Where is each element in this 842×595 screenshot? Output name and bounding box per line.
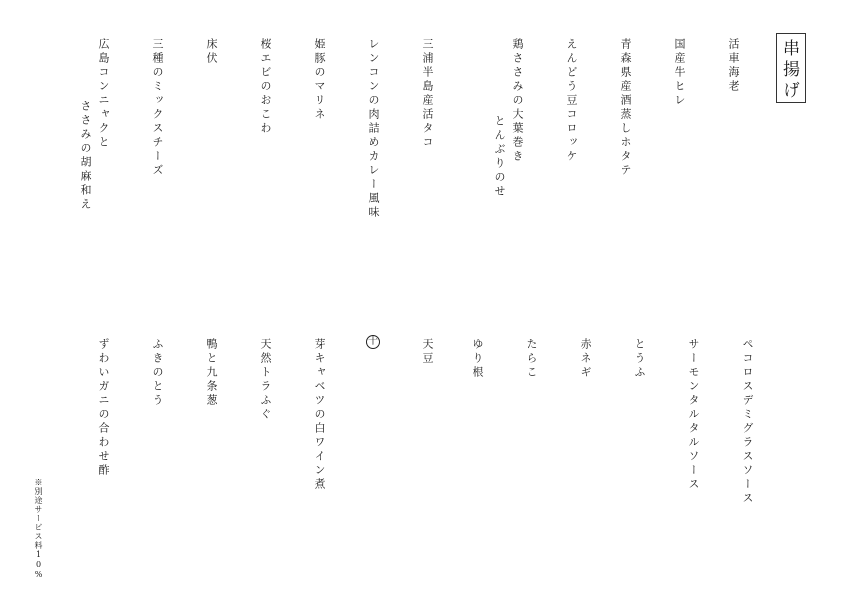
menu-item: 活車海老 xyxy=(727,38,740,94)
menu-item: ふきのとう xyxy=(151,338,164,408)
menu-item: 三種のミックスチーズ xyxy=(151,38,164,178)
service-charge-note: ※別途サービス料10% xyxy=(34,478,43,580)
menu-item: サーモンタルタルソース xyxy=(687,338,700,492)
divider-mark: 十 xyxy=(368,336,378,347)
menu-item: 芽キャベツの白ワイン煮 xyxy=(313,338,326,492)
menu-item: 天然トラふぐ xyxy=(259,338,272,422)
menu-item: レンコンの肉詰めカレー風味 xyxy=(367,38,380,220)
menu-item: ペコロスデミグラスソース xyxy=(741,338,754,506)
menu-title: 串揚げ xyxy=(779,39,799,102)
menu-item-subline: ささみの胡麻和え xyxy=(79,100,92,212)
menu-item: 姫豚のマリネ xyxy=(313,38,326,122)
menu-item: 国産牛ヒレ xyxy=(673,38,686,108)
menu-item: 床伏 xyxy=(205,38,218,66)
menu-item: とうふ xyxy=(633,338,646,380)
menu-item: 青森県産酒蒸しホタテ xyxy=(619,38,632,178)
menu-item: 広島コンニャクと xyxy=(97,38,110,150)
menu-item: 鴨と九条葱 xyxy=(205,338,218,408)
menu-item: 三浦半島産活タコ xyxy=(421,38,434,150)
menu-item: たらこ xyxy=(525,338,538,380)
menu-item: ゆり根 xyxy=(471,338,484,380)
menu-item: 赤ネギ xyxy=(579,338,592,380)
menu-item: えんどう豆コロッケ xyxy=(565,38,578,164)
menu-item: 鶏ささみの大葉巻き xyxy=(511,38,524,164)
menu-item: 桜エビのおこわ xyxy=(259,38,272,136)
menu-item: ずわいガニの合わせ酢 xyxy=(97,338,110,478)
menu-item: 天豆 xyxy=(421,338,434,366)
menu-item-subline: とんぶりのせ xyxy=(493,115,506,199)
